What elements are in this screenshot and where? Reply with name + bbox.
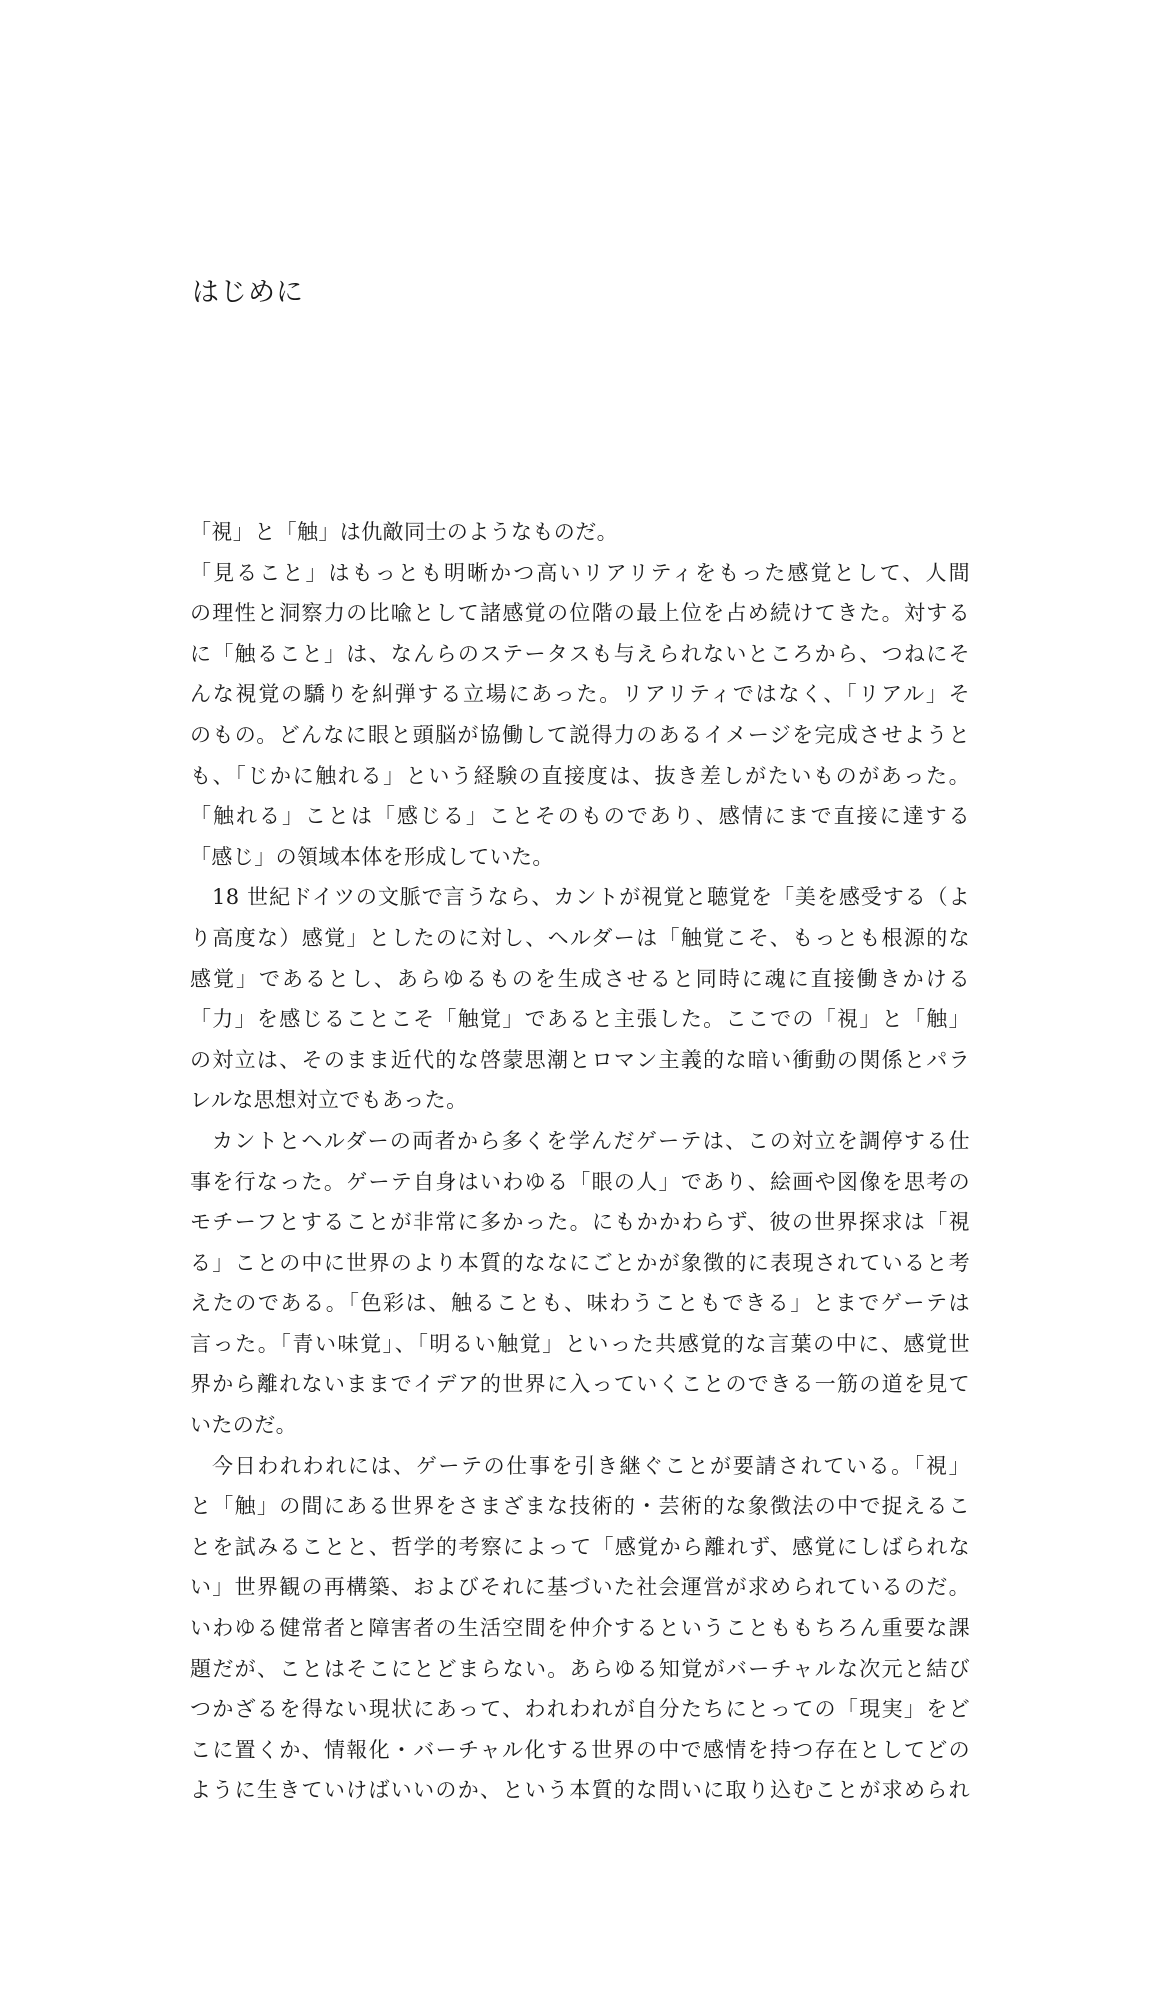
text-line: つかざるを得ない現状にあって、われわれが自分たちにとっての「現実」をど: [190, 1697, 970, 1722]
text-line: えたのである。「色彩は、触ることも、味わうこともできる」とまでゲーテは: [190, 1291, 970, 1316]
text-line: に「触ること」は、なんらのステータスも与えられないところから、つねにそ: [190, 641, 970, 666]
text-line: いわゆる健常者と障害者の生活空間を仲介するということももちろん重要な課: [190, 1616, 970, 1641]
text-line: のもの。どんなに眼と頭脳が協働して説得力のあるイメージを完成させようと: [190, 722, 970, 747]
text-line: カントとヘルダーの両者から多くを学んだゲーテは、この対立を調停する仕: [212, 1128, 970, 1153]
text-line: 「触れる」ことは「感じる」ことそのものであり、感情にまで直接に達する: [190, 804, 970, 829]
text-line: も、「じかに触れる」という経験の直接度は、抜き差しがたいものがあった。: [190, 763, 970, 788]
text-line: る」ことの中に世界のより本質的ななにごとかが象徴的に表現されていると考: [190, 1250, 970, 1275]
text-line: 「力」を感じることこそ「触覚」であると主張した。ここでの「視」と「触」: [190, 1007, 970, 1032]
text-line: 「感じ」の領域本体を形成していた。: [190, 844, 554, 869]
text-line: 事を行なった。ゲーテ自身はいわゆる「眼の人」であり、絵画や図像を思考の: [190, 1169, 970, 1194]
text-line: 18 世紀ドイツの文脈で言うなら、カントが視覚と聴覚を「美を感受する（よ: [212, 885, 970, 910]
text-line: とを試みることと、哲学的考察によって「感覚から離れず、感覚にしばられな: [190, 1534, 970, 1559]
text-line: こに置くか、情報化・バーチャル化する世界の中で感情を持つ存在としてどの: [190, 1737, 970, 1762]
text-line: レルな思想対立でもあった。: [190, 1088, 468, 1113]
text-line: の対立は、そのまま近代的な啓蒙思潮とロマン主義的な暗い衝動の関係とパラ: [190, 1047, 970, 1072]
text-line: んな視覚の驕りを糾弾する立場にあった。リアリティではなく、「リアル」そ: [190, 682, 970, 707]
text-line: 界から離れないままでイデア的世界に入っていくことのできる一筋の道を見て: [190, 1372, 970, 1397]
text-line: 感覚」であるとし、あらゆるものを生成させると同時に魂に直接働きかける: [190, 966, 970, 991]
text-line: の理性と洞察力の比喩として諸感覚の位階の最上位を占め続けてきた。対する: [190, 601, 970, 626]
text-line: いたのだ。: [190, 1413, 297, 1438]
text-line: と「触」の間にある世界をさまざまな技術的・芸術的な象徴法の中で捉えるこ: [190, 1494, 970, 1519]
text-line: い」世界観の再構築、およびそれに基づいた社会運営が求められているのだ。: [190, 1575, 970, 1600]
text-line: 「視」と「触」は仇敵同士のようなものだ。: [190, 520, 618, 544]
text-line: 題だが、ことはそこにとどまらない。あらゆる知覚がバーチャルな次元と結び: [190, 1656, 970, 1681]
text-line: モチーフとすることが非常に多かった。にもかかわらず、彼の世界探求は「視: [190, 1210, 970, 1235]
text-line: 「見ること」はもっとも明晰かつ高いリアリティをもった感覚として、人間: [190, 560, 970, 585]
text-line: 今日われわれには、ゲーテの仕事を引き継ぐことが要請されている。「視」: [212, 1453, 970, 1478]
text-line: ように生きていけばいいのか、という本質的な問いに取り込むことが求められ: [190, 1778, 970, 1803]
text-line: り高度な）感覚」としたのに対し、ヘルダーは「触覚こそ、もっとも根源的な: [190, 925, 970, 950]
chapter-heading: はじめに: [192, 277, 304, 308]
text-line: 言った。「青い味覚」、「明るい触覚」といった共感覚的な言葉の中に、感覚世: [190, 1331, 970, 1356]
body-text: [190, 512, 970, 1811]
